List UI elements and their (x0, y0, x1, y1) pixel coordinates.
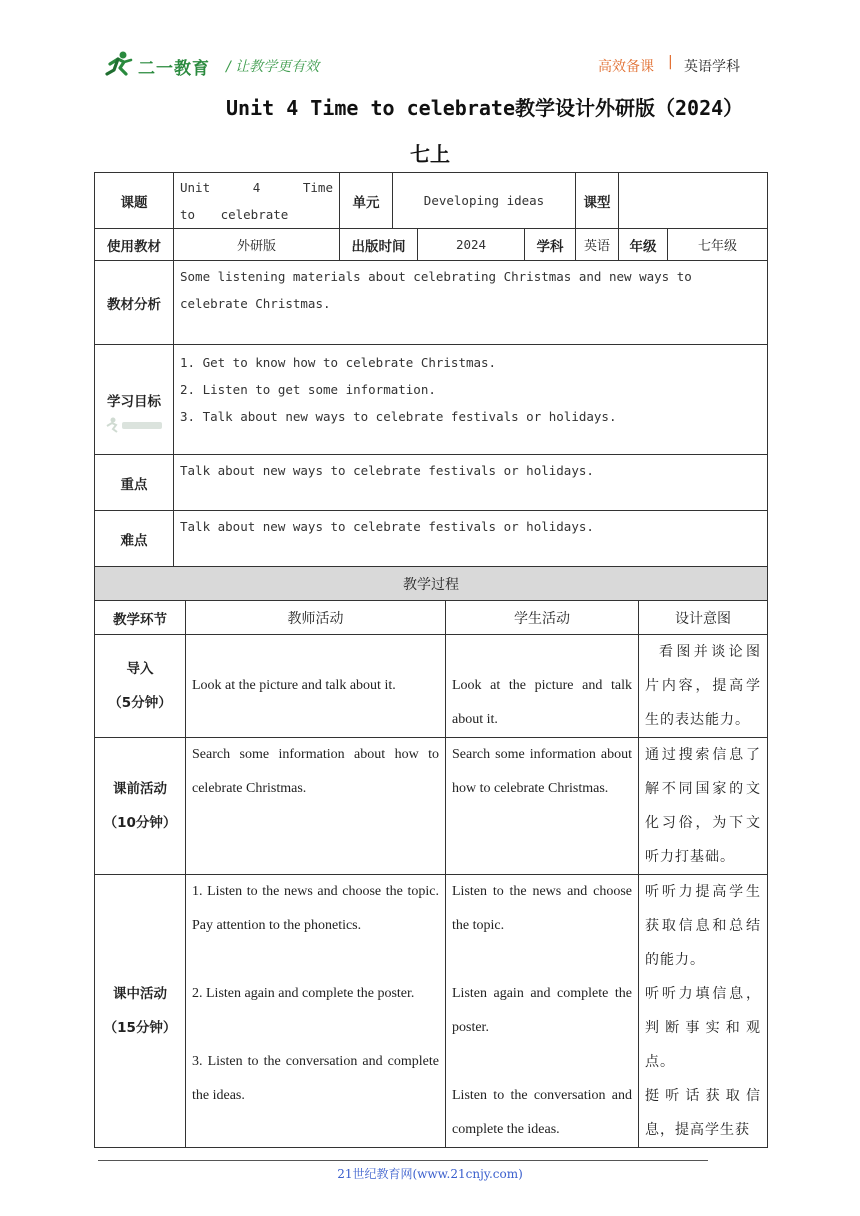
logo-text: 二一教育 (138, 59, 210, 79)
student-activity (446, 875, 639, 1148)
column-header-teacher: 教师活动 (186, 601, 446, 635)
student-step: Listen to the news and choose the topic. (452, 884, 632, 933)
type-label: 课型 (576, 173, 619, 229)
logo-runner-icon (104, 50, 134, 78)
student-activity: Search some information about how to celebrate Christmas. (446, 738, 639, 875)
design-intent (639, 875, 768, 1148)
unit-value: Developing ideas (393, 173, 576, 229)
intent-item: 听听力填信息，判断事实和观点。 (645, 986, 761, 1070)
student-activity: Look at the picture and talk about it. (446, 635, 639, 738)
column-header-stage: 教学环节 (95, 601, 186, 635)
unit-label: 单元 (340, 173, 393, 229)
header-separator: | (668, 54, 673, 70)
pub-time-label: 出版时间 (340, 229, 418, 261)
grade-value: 七年级 (668, 229, 768, 261)
header-label-subject: 英语学科 (684, 59, 740, 75)
topic-value: Unit 4 Time to celebrate (174, 173, 340, 229)
stage-cell (95, 738, 186, 875)
teacher-activity: Search some information about how to celebrate Christmas. (186, 738, 446, 875)
key-point-value: Talk about new ways to celebrate festivals or holidays. (174, 455, 768, 511)
teacher-step: 1. Listen to the news and choose the topic. Pay attention to the phonetics. (192, 884, 439, 933)
teacher-step: 2. Listen again and complete the poster. (192, 986, 415, 1001)
column-header-intent: 设计意图 (639, 601, 768, 635)
grade-label: 年级 (619, 229, 668, 261)
watermark-logo-icon (104, 416, 166, 434)
document-title: Unit 4 Time to celebrate教学设计外研版（2024） (226, 96, 744, 120)
goal-item: 3. Talk about new ways to celebrate festivals or holidays. (180, 409, 617, 424)
difficult-point-value: Talk about new ways to celebrate festivals or holidays. (174, 511, 768, 567)
slogan: / 让教学更有效 (226, 59, 320, 75)
analysis-value: Some listening materials about celebrating Christmas and new ways to celebrate Christmas. (174, 261, 768, 345)
teacher-step: 3. Listen to the conversation and complete the ideas. (192, 1054, 439, 1103)
column-header-student: 学生活动 (446, 601, 639, 635)
footer-source-link[interactable]: 21世纪教育网(www.21cnjy.com) (337, 1167, 523, 1181)
intent-item: 听听力提高学生获取信息和总结的能力。 (645, 884, 761, 968)
table-row (95, 738, 768, 875)
goal-item: 2. Listen to get some information. (180, 382, 436, 397)
student-step: Listen again and complete the poster. (452, 986, 632, 1035)
topic-label: 课题 (95, 173, 174, 229)
stage-name: 课中活动 (113, 986, 167, 1002)
stage-time: （5分钟） (108, 695, 172, 711)
type-value (619, 173, 768, 229)
goals-label: 学习目标 (95, 345, 174, 455)
subject-label: 学科 (525, 229, 576, 261)
teacher-activity: Look at the picture and talk about it. (186, 635, 446, 738)
stage-time: （15分钟） (103, 1020, 177, 1036)
stage-time: （10分钟） (103, 815, 177, 831)
key-point-label: 重点 (95, 455, 174, 511)
student-step: Listen to the conversation and complete the ideas. (452, 1088, 632, 1137)
header-label-lesson-prep: 高效备课 (598, 59, 654, 75)
teaching-process-table (94, 566, 768, 1148)
stage-name: 导入 (126, 661, 154, 677)
table-row (95, 875, 768, 1148)
table-row (95, 635, 768, 738)
document-title-line2: 七上 (410, 142, 450, 166)
difficult-point-label: 难点 (95, 511, 174, 567)
subject-value: 英语 (576, 229, 619, 261)
stage-cell (95, 635, 186, 738)
textbook-value: 外研版 (174, 229, 340, 261)
footer-divider (98, 1160, 708, 1161)
design-intent: 通过搜索信息了解不同国家的文化习俗，为下文听力打基础。 (639, 738, 768, 875)
analysis-label: 教材分析 (95, 261, 174, 345)
design-intent: 看图并谈论图片内容，提高学生的表达能力。 (639, 635, 768, 738)
goal-item: 1. Get to know how to celebrate Christmas. (180, 355, 497, 370)
stage-name: 课前活动 (113, 781, 167, 797)
textbook-label: 使用教材 (95, 229, 174, 261)
stage-cell (95, 875, 186, 1148)
goals-list (174, 345, 768, 455)
pub-time-value: 2024 (418, 229, 525, 261)
teacher-activity (186, 875, 446, 1148)
process-heading: 教学过程 (95, 567, 768, 601)
lesson-info-table (94, 172, 768, 567)
intent-item: 挺听话获取信息，提高学生获 (645, 1088, 761, 1138)
